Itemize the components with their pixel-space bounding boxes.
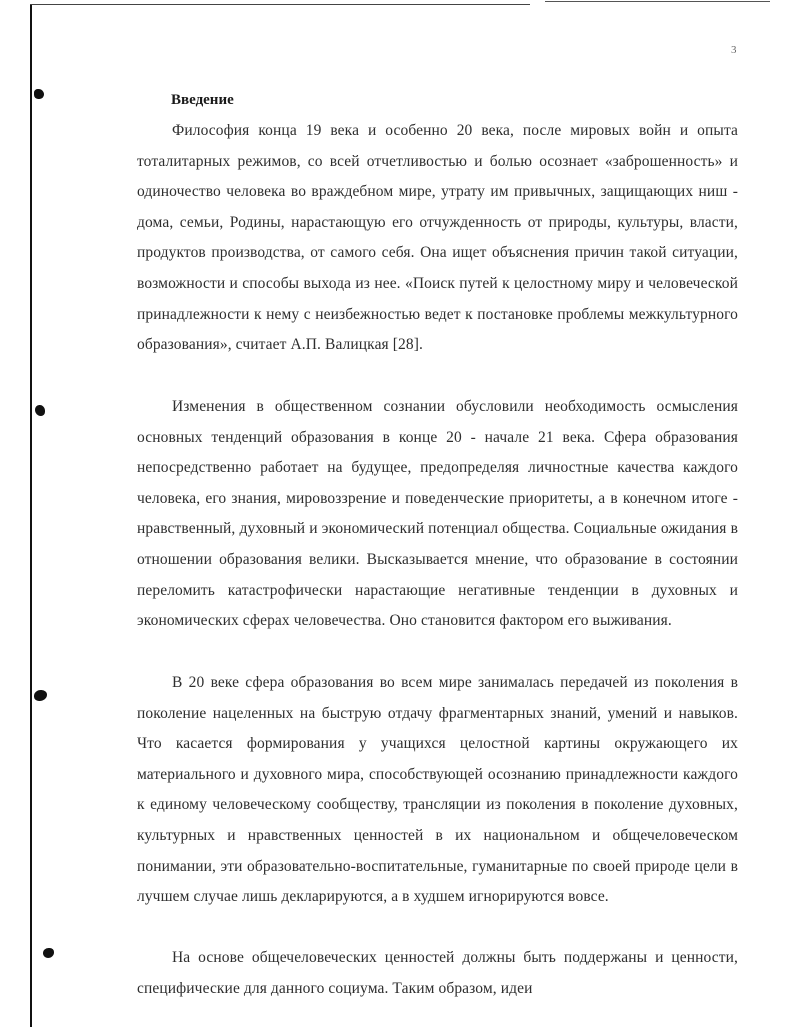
paragraph-4: На основе общечеловеческих ценностей должны быть поддержаны и ценности, специфические для данного социума. Таким образом, идеи <box>137 949 738 997</box>
page-top-border <box>30 4 530 5</box>
ink-blot-mark <box>35 405 45 416</box>
ink-blot-mark <box>34 89 44 99</box>
page-top-border-right <box>545 1 770 2</box>
paragraph-3: В 20 веке сфера образования во всем мире занималась передачей из поколения в поколение нацеленных на быструю отдачу фрагментарных знаний, умений и навыков. Что касается формирования у учащихся целостной картины окружающего их материального и духовного мира, способствующей осознанию принадлежности каждого к единому человеческому сообществу, трансляции из поколения в поколение духовных, культурных и нравственных ценностей в их национальном и общечеловеческом понимании, эти образовательно-воспитательные, гуманитарные по своей природе цели в лучшем случае лишь декларируются, а в худшем игнорируются вовсе. <box>137 674 738 906</box>
paragraph-2: Изменения в общественном сознании обусловили необходимость осмысления основных тенденций образования в конце 20 - начале 21 века. Сфера образования непосредственно работает на будущее, предопределяя личностные качества каждого человека, его знания, мировоззрение и поведенческие приоритеты, а в конечном итоге - нравственный, духовный и экономический потенциал общества. Социальные ожидания в отношении образования велики. Высказывается мнение, что образование в состоянии переломить катастрофически нарастающие негативные тенденции в духовных и экономических сферах человечества. Оно становится фактором его выживания. <box>137 398 738 630</box>
ink-blot-mark <box>43 948 54 958</box>
page-number: 3 <box>731 44 737 56</box>
section-heading: Введение <box>171 92 234 108</box>
page-left-border <box>30 4 32 1027</box>
ink-blot-mark <box>34 690 47 701</box>
paragraph-1: Философия конца 19 века и особенно 20 века, после мировых войн и опыта тоталитарных режимов, со всей отчетливостью и болью осознает «заброшенность» и одиночество человека во враждебном мире, утрату им привычных, защищающих ниш - дома, семьи, Родины, нарастающую его отчужденность от природы, культуры, власти, продуктов производства, от самого себя. Она ищет объяснения причин такой ситуации, возможности и способы выхода из нее. «Поиск путей к целостному миру и человеческой принадлежности к нему с неизбежностью ведет к постановке проблемы межкультурного образования», считает А.П. Валицкая [28]. <box>137 122 738 354</box>
